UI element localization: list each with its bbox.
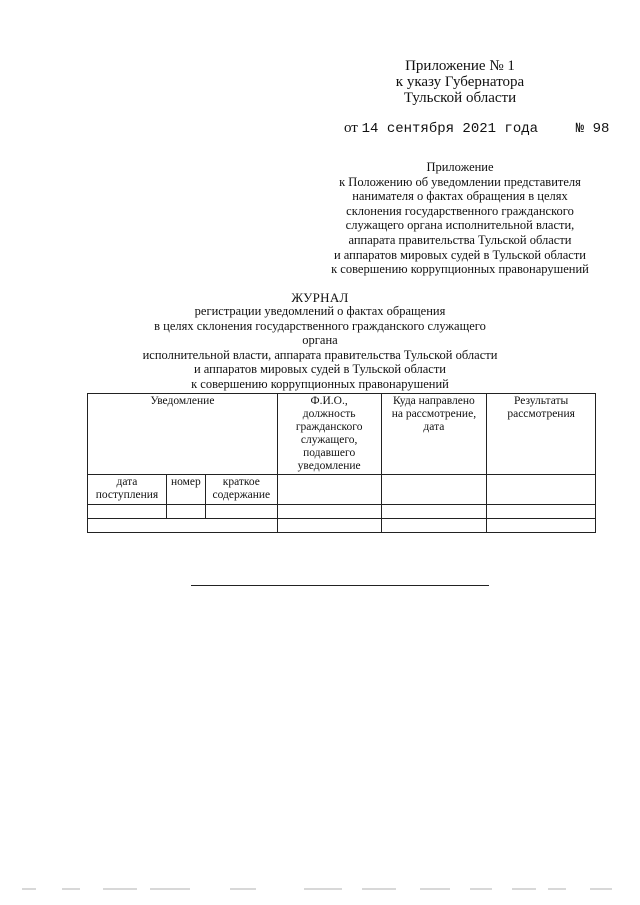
decree-date-line: [344, 120, 609, 137]
table-row: [88, 505, 596, 519]
appendix-number: Приложение № 1: [405, 58, 515, 74]
header-sent-to: Куда направлено на рассмотрение, дата: [381, 394, 487, 475]
header-date-received: дата поступления: [88, 475, 167, 505]
journal-title: ЖУРНАЛ: [291, 290, 349, 305]
table-cell: [487, 505, 596, 519]
header-number: номер: [166, 475, 205, 505]
scan-artifacts: [0, 888, 640, 892]
appendix-region: Тульской области: [403, 90, 517, 106]
table-cell: [277, 505, 381, 519]
journal-subtitle-line: в целях склонения государственного гражданского служащего органа: [154, 318, 486, 348]
annex-header: [318, 160, 602, 277]
table-cell: [277, 475, 381, 505]
journal-subtitle-line: и аппаратов мировых судей в Тульской области: [193, 362, 447, 377]
annex-line: к Положению об уведомлении представителя: [339, 174, 581, 189]
table-cell: [88, 519, 278, 533]
appendix-decree: к указу Губернатора: [395, 74, 525, 90]
journal-subtitle-line: к совершению коррупционных правонарушений: [191, 376, 449, 391]
annex-line: и аппаратов мировых судей в Тульской области: [333, 247, 587, 262]
appendix-header: [350, 58, 570, 106]
date-prefix: от: [344, 120, 358, 136]
header-summary: краткое содержание: [205, 475, 277, 505]
journal-subtitle-line: регистрации уведомлений о фактах обращения: [194, 304, 446, 318]
table-cell: [205, 505, 277, 519]
annex-line: служащего органа исполнительной власти,: [345, 218, 575, 233]
table-cell: [166, 505, 205, 519]
journal-subtitle: [135, 304, 505, 392]
header-fio: Ф.И.О., должность гражданского служащего, подавшего уведомление: [277, 394, 381, 475]
annex-line: нанимателя о фактах обращения в целях: [352, 189, 568, 204]
signature-line: [191, 585, 489, 586]
decree-date: 14 сентября 2021 года: [361, 121, 539, 137]
registration-journal-table: [87, 393, 596, 533]
annex-line: склонения государственного гражданского: [346, 203, 574, 218]
table-header-row: [88, 394, 596, 475]
table-cell: [381, 475, 487, 505]
annex-title: Приложение: [426, 160, 494, 174]
table-subheader-row: [88, 475, 596, 505]
table-cell: [88, 505, 167, 519]
annex-line: к совершению коррупционных правонарушений: [331, 262, 589, 277]
decree-number: № 98: [575, 121, 610, 137]
table-cell: [487, 475, 596, 505]
header-results: Результаты рассмотрения: [487, 394, 596, 475]
annex-line: аппарата правительства Тульской области: [348, 232, 572, 247]
header-notification: Уведомление: [88, 394, 278, 475]
table-cell: [381, 505, 487, 519]
journal-subtitle-line: исполнительной власти, аппарата правительства Тульской области: [142, 347, 498, 362]
table-cell: [277, 519, 381, 533]
table-cell: [487, 519, 596, 533]
table-row: [88, 519, 596, 533]
table-cell: [381, 519, 487, 533]
